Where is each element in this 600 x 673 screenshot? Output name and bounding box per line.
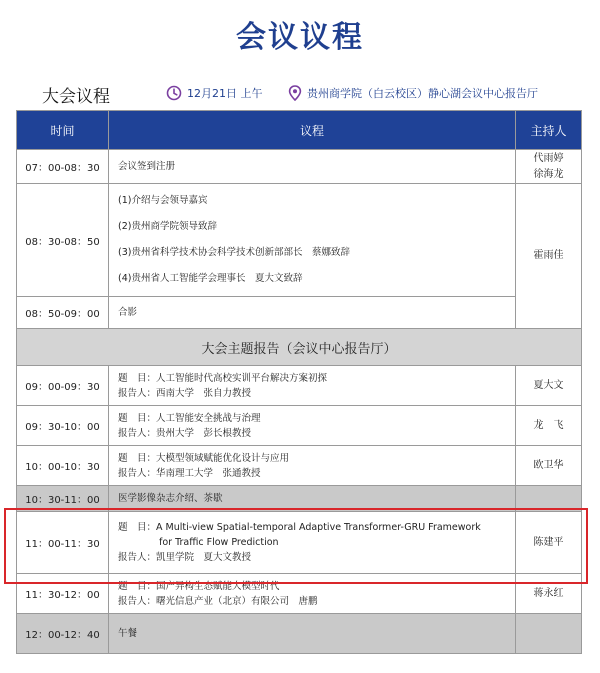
talk-topic: 题 目：大模型领域赋能优化设计与应用 [118, 452, 290, 464]
time-cell: 08：30-08：50 [17, 184, 109, 297]
host-cell [516, 614, 582, 654]
host-name: 代雨婷 [533, 152, 564, 164]
table-row [17, 297, 582, 329]
table-row [17, 150, 582, 184]
agenda-cell: 会议签到注册 [109, 150, 516, 184]
agenda-cell [109, 406, 516, 446]
table-header-row [17, 111, 582, 150]
host-cell: 陈建平 [516, 512, 582, 574]
talk-topic: 题 目：人工智能安全挑战与治理 [118, 412, 261, 424]
agenda-cell [109, 446, 516, 486]
host-cell: 蒋永红 [516, 574, 582, 614]
section-title: 大会主题报告（会议中心报告厅） [17, 329, 582, 366]
location-text: 贵州商学院（白云校区）静心湖会议中心报告厅 [307, 87, 538, 100]
table-row [17, 512, 582, 574]
header-agenda: 议程 [109, 111, 516, 150]
agenda-cell [109, 184, 516, 297]
table-row [17, 184, 582, 297]
subheader-title: 大会议程 [42, 87, 110, 107]
clock-icon [166, 85, 182, 101]
talk-topic: 题 目：人工智能时代高校实训平台解决方案初探 [118, 372, 328, 384]
date-info [166, 85, 263, 101]
time-cell: 09：30-10：00 [17, 406, 109, 446]
talk-topic: 题 目：国产异构生态赋能大模型时代 [118, 580, 280, 592]
agenda-cell: 合影 [109, 297, 516, 329]
host-cell [516, 150, 582, 184]
agenda-item: (3)贵州省科学技术协会科学技术创新部部长 蔡娜致辞 [118, 247, 350, 258]
agenda-subheader [18, 82, 588, 106]
time-cell: 09：00-09：30 [17, 366, 109, 406]
location-info [288, 85, 538, 101]
agenda-cell: 医学影像杂志介绍、茶歇 [109, 486, 516, 512]
time-cell: 11：30-12：00 [17, 574, 109, 614]
agenda-item: (1)介绍与会领导嘉宾 [118, 195, 208, 206]
agenda-item: (2)贵州商学院领导致辞 [118, 221, 217, 232]
host-cell: 夏大文 [516, 366, 582, 406]
talk-speaker: 报告人：西南大学 张自力教授 [118, 387, 252, 399]
talk-speaker: 报告人：贵州大学 彭长根教授 [118, 427, 252, 439]
header-host: 主持人 [516, 111, 582, 150]
table-row [17, 446, 582, 486]
time-cell: 07：00-08：30 [17, 150, 109, 184]
time-cell: 11：00-11：30 [17, 512, 109, 574]
talk-speaker: 报告人：华南理工大学 张通教授 [118, 467, 261, 479]
talk-speaker: 报告人：凯里学院 夏大文教授 [118, 552, 252, 563]
talk-topic-continued: for Traffic Flow Prediction [159, 537, 279, 548]
talk-topic: 题 目：A Multi-view Spatial-temporal Adaptive Transformer-GRU Framework [118, 522, 481, 533]
page-title: 会议议程 [236, 20, 364, 55]
agenda-cell: 午餐 [109, 614, 516, 654]
table-row [17, 614, 582, 654]
host-cell: 霍雨佳 [516, 184, 582, 329]
time-cell: 10：00-10：30 [17, 446, 109, 486]
agenda-cell [109, 574, 516, 614]
table-row [17, 406, 582, 446]
agenda-cell [109, 512, 516, 574]
location-pin-icon [288, 85, 302, 101]
time-cell: 10：30-11：00 [17, 486, 109, 512]
host-name: 徐海龙 [533, 168, 564, 180]
header-time: 时间 [17, 111, 109, 150]
agenda-cell [109, 366, 516, 406]
section-row [17, 329, 582, 366]
time-cell: 12：00-12：40 [17, 614, 109, 654]
host-cell [516, 486, 582, 512]
host-cell: 欧卫华 [516, 446, 582, 486]
table-row [17, 366, 582, 406]
talk-speaker: 报告人：曙光信息产业（北京）有限公司 唐鹏 [118, 595, 318, 607]
host-cell: 龙 飞 [516, 406, 582, 446]
table-row [17, 486, 582, 512]
date-text: 12月21日 上午 [187, 87, 263, 100]
agenda-table [16, 110, 582, 654]
time-cell: 08：50-09：00 [17, 297, 109, 329]
table-row [17, 574, 582, 614]
agenda-item: (4)贵州省人工智能学会理事长 夏大文致辞 [118, 273, 303, 284]
